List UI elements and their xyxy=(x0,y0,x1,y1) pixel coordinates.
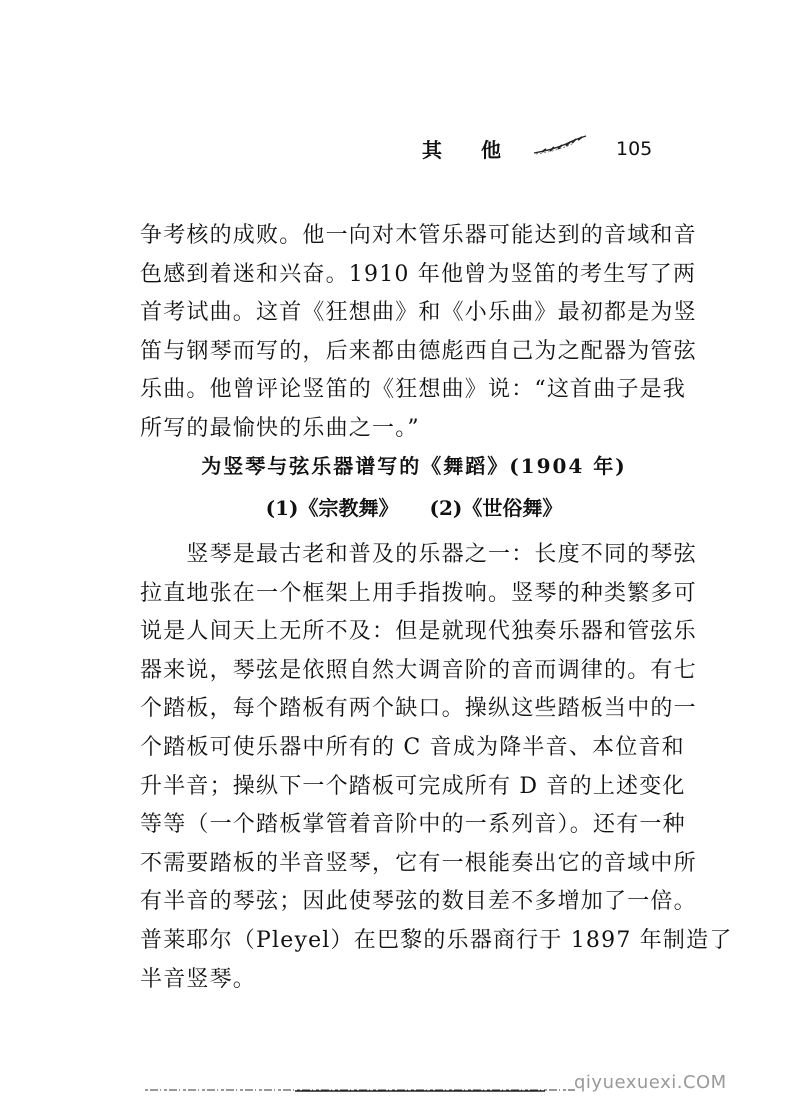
text-line: 等等（一个踏板掌管着音阶中的一系列音）。还有一种 xyxy=(140,812,686,838)
paragraph-1 xyxy=(140,217,697,449)
text-line: 争考核的成败。他一向对木管乐器可能达到的音域和音 xyxy=(140,223,697,248)
section-heading: 为竖琴与弦乐器谱写的《舞蹈》(1904 年) xyxy=(201,454,627,478)
paragraph-2 xyxy=(140,536,733,999)
page-header xyxy=(0,132,794,162)
page-number: 105 xyxy=(616,138,653,160)
text-line: 个踏板可使乐器中所有的 C 音成为降半音、本位音和 xyxy=(140,734,685,760)
text-line: 普莱耶尔（Pleyel）在巴黎的乐器商行于 1897 年制造了 xyxy=(140,927,733,953)
text-line: 升半音；操纵下一个踏板可完成所有 D 音的上述变化 xyxy=(140,773,686,799)
text-line: 不需要踏板的半音竖琴，它有一根能奏出它的音域中所 xyxy=(140,850,697,876)
site-watermark: qiyuexuexi.COM xyxy=(574,1072,727,1093)
text-line: 乐曲。他曾评论竖笛的《狂想曲》说：“这首曲子是我 xyxy=(140,377,687,403)
text-line: 所写的最愉快的乐曲之一。” xyxy=(140,415,420,441)
scan-border-line xyxy=(145,1079,575,1098)
section-subheading: (1)《宗教舞》 (2)《世俗舞》 xyxy=(265,496,563,520)
text-line: 拉直地张在一个框架上用手指拨响。竖琴的种类繁多可 xyxy=(140,580,697,606)
text-line: 有半音的琴弦；因此使琴弦的数目差不多增加了一倍。 xyxy=(140,889,697,915)
text-line: 竖琴是最古老和普及的乐器之一：长度不同的琴弦 xyxy=(140,542,697,567)
text-line: 色感到着迷和兴奋。1910 年他曾为竖笛的考生写了两 xyxy=(140,261,697,287)
text-line: 半音竖琴。 xyxy=(140,966,257,992)
text-line: 笛与钢琴而写的，后来都由德彪西自己为之配器为管弦 xyxy=(140,338,697,364)
running-head-title: 其 他 xyxy=(422,138,517,162)
text-line: 首考试曲。这首《狂想曲》和《小乐曲》最初都是为竖 xyxy=(140,300,697,326)
text-line: 说是人间天上无所不及：但是就现代独奏乐器和管弦乐 xyxy=(140,619,697,645)
text-line: 个踏板，每个踏板有两个缺口。操纵这些踏板当中的一 xyxy=(140,696,697,722)
ornament-icon xyxy=(532,134,588,160)
text-line: 器来说，琴弦是依照自然大调音阶的音而调律的。有七 xyxy=(140,657,697,683)
